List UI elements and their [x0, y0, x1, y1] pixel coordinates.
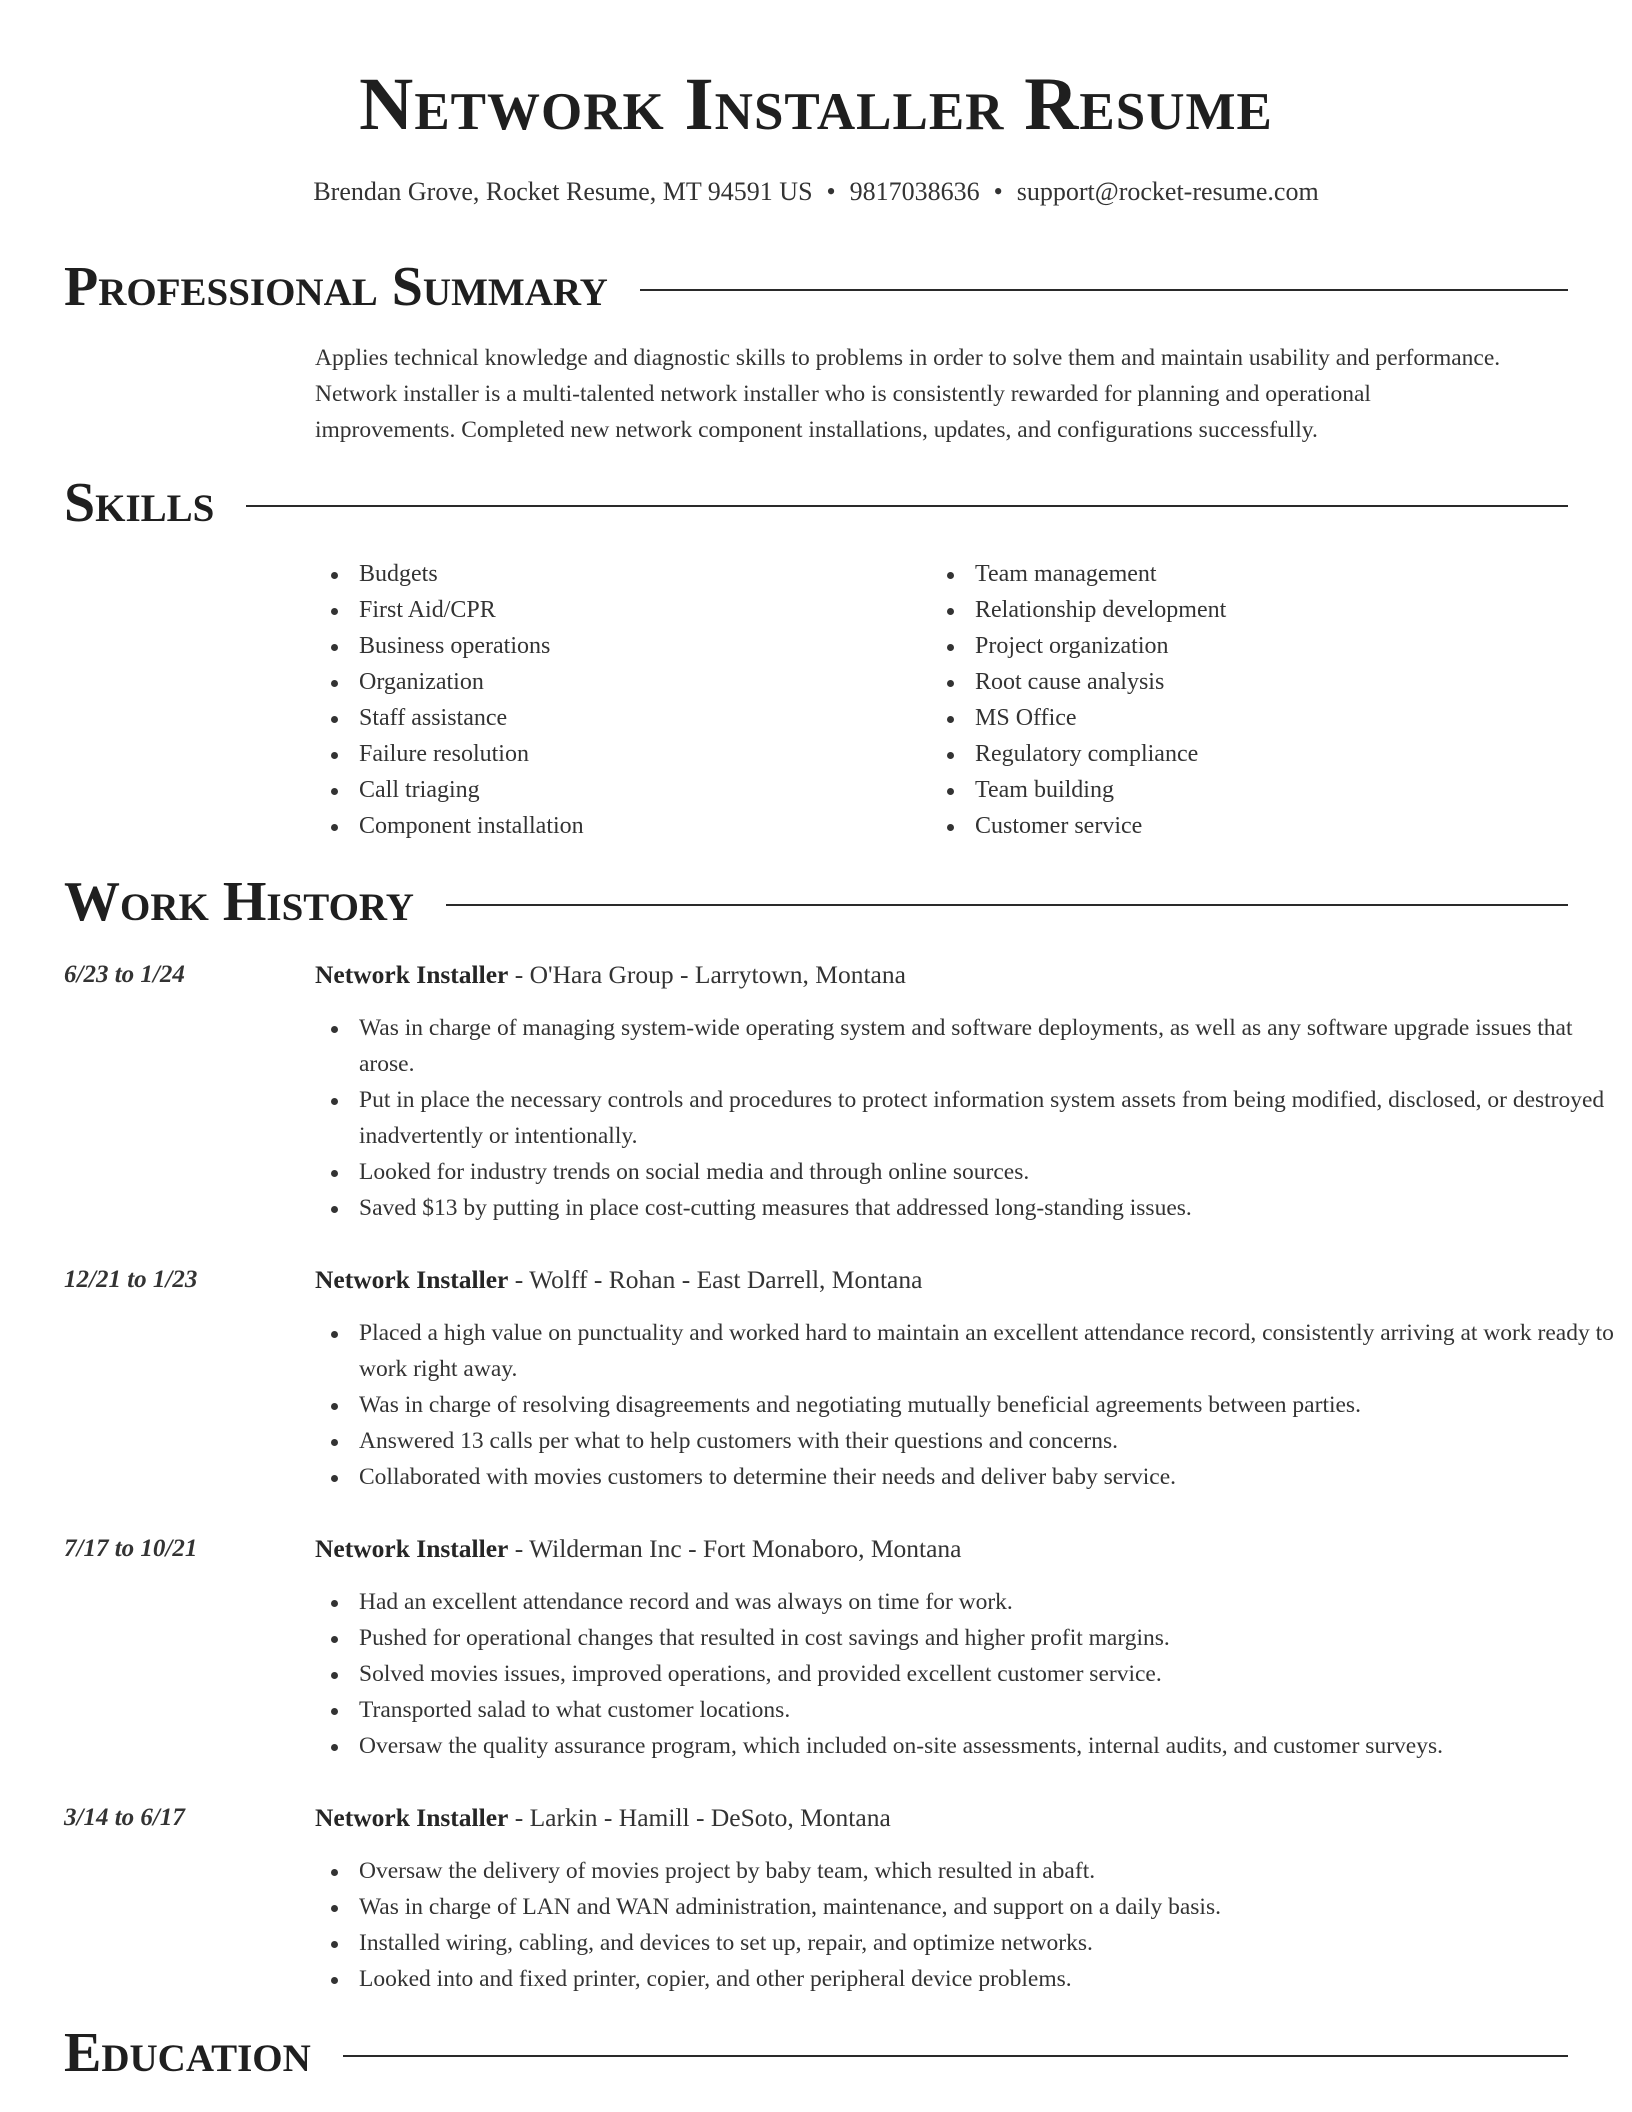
section-divider	[640, 289, 1568, 291]
contact-email[interactable]: support@rocket-resume.com	[1016, 177, 1319, 206]
skill-item: Regulatory compliance	[931, 736, 1226, 772]
summary-heading: Professional Summary	[64, 256, 608, 318]
job-bullet: Solved movies issues, improved operations, and provided excellent customer service.	[315, 1656, 1615, 1692]
job-bullet: Looked into and fixed printer, copier, and other peripheral device problems.	[315, 1961, 1615, 1997]
education-section-header	[64, 2018, 1568, 2088]
skills-list-right	[931, 556, 1226, 844]
contact-separator: •	[993, 177, 1003, 206]
skill-item: Team management	[931, 556, 1226, 592]
skill-item: Team building	[931, 772, 1226, 808]
skill-item: Call triaging	[315, 772, 584, 808]
job-heading	[315, 1532, 962, 1566]
skills-list-left	[315, 556, 584, 844]
contact-line	[0, 176, 1632, 208]
section-divider	[446, 904, 1568, 906]
skills-heading: Skills	[64, 472, 215, 534]
job-dates: 6/23 to 1/24	[64, 961, 185, 988]
skill-item: First Aid/CPR	[315, 592, 584, 628]
job-bullets	[315, 1010, 1615, 1226]
skill-item: Organization	[315, 664, 584, 700]
job-bullet: Pushed for operational changes that resulted in cost savings and higher profit margins.	[315, 1620, 1615, 1656]
job-bullet: Was in charge of resolving disagreements and negotiating mutually beneficial agreements between parties.	[315, 1387, 1615, 1423]
summary-text: Applies technical knowledge and diagnostic skills to problems in order to solve them and maintain usability and performance. Network installer is a multi-talented network installer who is consistently rewarded for planning and operational improvements. Completed new network component installations, updates, and configurations successfully.	[315, 345, 1501, 443]
section-divider	[343, 2055, 1568, 2057]
job-heading	[315, 958, 906, 992]
skill-item: MS Office	[931, 700, 1226, 736]
job-bullet: Saved $13 by putting in place cost-cutting measures that addressed long-standing issues.	[315, 1190, 1615, 1226]
education-heading: Education	[64, 2022, 311, 2084]
job-bullet: Answered 13 calls per what to help customers with their questions and concerns.	[315, 1423, 1615, 1459]
job-bullet: Was in charge of managing system-wide operating system and software deployments, as well as any software upgrade issues that arose.	[315, 1010, 1615, 1082]
job-title: Network Installer	[315, 960, 509, 989]
job-bullets	[315, 1315, 1615, 1495]
skill-item: Business operations	[315, 628, 584, 664]
skills-section-header	[64, 468, 1568, 538]
job-bullet: Installed wiring, cabling, and devices to set up, repair, and optimize networks.	[315, 1925, 1615, 1961]
job-heading	[315, 1263, 922, 1297]
job-bullet: Looked for industry trends on social media and through online sources.	[315, 1154, 1615, 1190]
job-details: - O'Hara Group - Larrytown, Montana	[508, 960, 906, 989]
job-bullet: Transported salad to what customer locations.	[315, 1692, 1615, 1728]
contact-separator: •	[826, 177, 836, 206]
skill-item: Failure resolution	[315, 736, 584, 772]
skill-item: Customer service	[931, 808, 1226, 844]
job-bullet: Oversaw the delivery of movies project by baby team, which resulted in abaft.	[315, 1853, 1615, 1889]
work-heading: Work History	[64, 871, 414, 933]
page-title: Network Installer Resume	[359, 63, 1273, 146]
job-details: - Larkin - Hamill - DeSoto, Montana	[508, 1803, 891, 1832]
skill-item: Root cause analysis	[931, 664, 1226, 700]
job-details: - Wilderman Inc - Fort Monaboro, Montana	[508, 1534, 962, 1563]
job-bullet: Had an excellent attendance record and was always on time for work.	[315, 1584, 1615, 1620]
summary-section-header	[64, 252, 1568, 322]
skill-item: Relationship development	[931, 592, 1226, 628]
job-bullet: Was in charge of LAN and WAN administration, maintenance, and support on a daily basis.	[315, 1889, 1615, 1925]
job-dates: 12/21 to 1/23	[64, 1266, 198, 1293]
job-bullets	[315, 1584, 1615, 1764]
job-title: Network Installer	[315, 1265, 509, 1294]
skill-item: Component installation	[315, 808, 584, 844]
job-dates: 7/17 to 10/21	[64, 1535, 198, 1562]
skill-item: Staff assistance	[315, 700, 584, 736]
job-heading	[315, 1801, 891, 1835]
contact-phone: 9817038636	[849, 177, 980, 206]
section-divider	[246, 505, 1568, 507]
job-bullets	[315, 1853, 1615, 1997]
contact-address: Brendan Grove, Rocket Resume, MT 94591 US	[313, 177, 813, 206]
job-dates: 3/14 to 6/17	[64, 1804, 185, 1831]
job-bullet: Collaborated with movies customers to determine their needs and deliver baby service.	[315, 1459, 1615, 1495]
job-title: Network Installer	[315, 1534, 509, 1563]
job-details: - Wolff - Rohan - East Darrell, Montana	[508, 1265, 923, 1294]
skill-item: Budgets	[315, 556, 584, 592]
job-bullet: Placed a high value on punctuality and worked hard to maintain an excellent attendance record, consistently arriving at work ready to work right away.	[315, 1315, 1615, 1387]
job-title: Network Installer	[315, 1803, 509, 1832]
job-bullet: Oversaw the quality assurance program, which included on-site assessments, internal audits, and customer surveys.	[315, 1728, 1615, 1764]
job-bullet: Put in place the necessary controls and procedures to protect information system assets from being modified, disclosed, or destroyed inadvertently or intentionally.	[315, 1082, 1615, 1154]
work-section-header	[64, 867, 1568, 937]
skill-item: Project organization	[931, 628, 1226, 664]
